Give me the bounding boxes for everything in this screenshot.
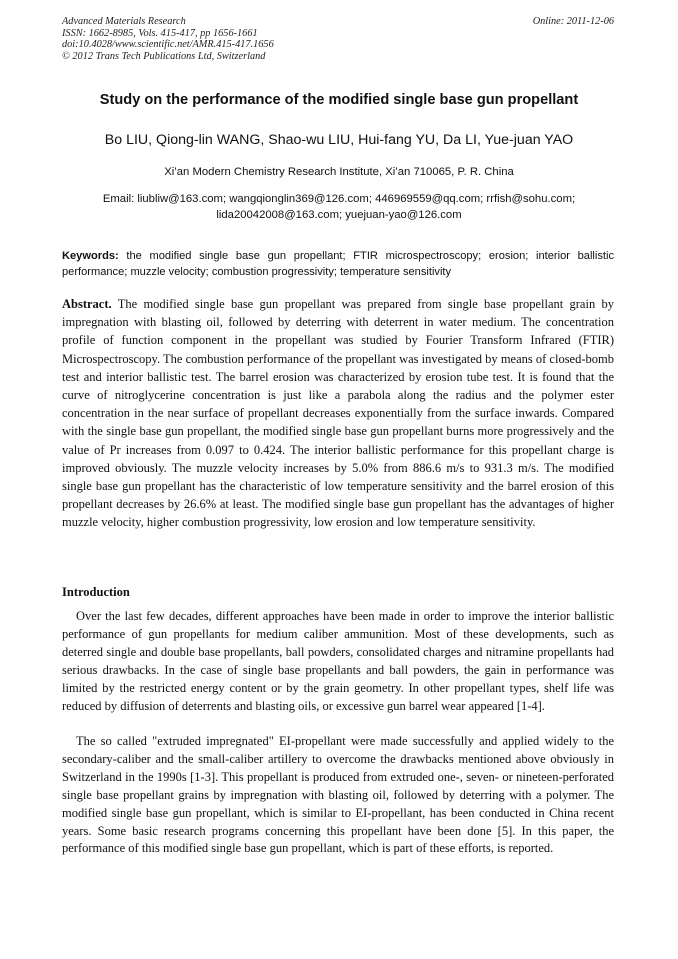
copyright-line: © 2012 Trans Tech Publications Ltd, Switzerland xyxy=(62,50,266,62)
email-block xyxy=(56,191,622,224)
intro-paragraph-1: Over the last few decades, different approaches have been made in order to improve the interior ballistic performance of gun propellants for medium caliber ammunition. Most of these developments, such as deterred single and double base propellants, ball powders, consolidated charges and nitramine propellants had serious drawbacks. In the case of single base propellants and ball powders, the gain in performance was limited by the restricted energy content or by the grain geometry. In other propellant types, shelf life was reduced by diffusion of deterrents and blasting oils, or excessive gun barrel wear appeared [1-4]. xyxy=(62,609,614,713)
journal-name: Advanced Materials Research xyxy=(62,16,186,27)
keywords-label: Keywords: xyxy=(62,250,119,262)
abstract-block xyxy=(62,295,614,532)
introduction-heading: Introduction xyxy=(62,585,130,599)
doi-line[interactable]: doi:10.4028/www.scientific.net/AMR.415-417.1656 xyxy=(62,39,274,51)
affiliation: Xi’an Modern Chemistry Research Institute, Xi’an 710065, P. R. China xyxy=(164,166,514,178)
keywords-block xyxy=(62,248,614,281)
online-date: Online: 2011-12-06 xyxy=(532,16,614,27)
journal-header xyxy=(62,16,274,62)
abstract-text: The modified single base gun propellant was prepared from single base propellant grain by impregnation with blasting oil, followed by deterring with deterrent in water medium. The concentration profile of function component in the propellant was studied by Fourier Transform Infrared (FTIR) Microspectroscopy. The combustion performance of the propellant was investigated by means of closed-bomb test and interior ballistic test. The barrel erosion was characterized by erosion tube test. It is found that the curve of nitroglycerine concentration is just like a parabola along the radius and the polymer ester concentration in the near surface of propellant decreases exponentially from the surface inwards. Compared with the single base gun propellant, the modified single base gun propellant burns more progressively and the value of Pr increases from 0.097 to 0.424. The interior ballistic performance for this propellant charge is improved obviously. The muzzle velocity increases by 5.0% from 886.6 m/s to 931.3 m/s. The modified single base gun propellant has the characteristic of low temperature sensitivity and the barrel erosion of this propellant decreases by 26.6% at least. The modified single base gun propellant has the advantages of higher muzzle velocity, higher combustion progressivity, low erosion and low temperature sensitivity. xyxy=(62,297,614,530)
email-line-1[interactable]: Email: liubliw@163.com; wangqionglin369@126.com; 446969559@qq.com; rrfish@sohu.com; xyxy=(102,193,576,205)
author-list: Bo LIU, Qiong-lin WANG, Shao-wu LIU, Hui-fang YU, Da LI, Yue-juan YAO xyxy=(104,132,574,148)
abstract-label: Abstract. xyxy=(62,297,112,311)
paper-title: Study on the performance of the modified single base gun propellant xyxy=(99,92,579,108)
email-line-2[interactable]: lida20042008@163.com; yuejuan-yao@126.com xyxy=(216,209,462,222)
keywords-text: the modified single base gun propellant; FTIR microspectroscopy; erosion; interior ballistic performance; muzzle velocity; combustion progressivity; temperature sensitivity xyxy=(62,250,614,279)
intro-paragraph-2: The so called "extruded impregnated" EI-propellant were made successfully and applied widely to the secondary-caliber and the small-caliber artillery to overcome the drawbacks mentioned above obviously in Switzerland in the 1990s [1-3]. This propellant is produced from extruded one-, seven- or nineteen-perforated single base propellant grains by impregnation with blasting oil, followed by deterring with a polymer. The modified single base gun propellant, which is similar to EI-propellant, has been conducted in China recent years. Some basic research programs concerning this propellant have been done [5]. In this paper, the performance of this modified single base gun propellant, which is part of these efforts, is reported. xyxy=(62,734,614,856)
issn-line: ISSN: 1662-8985, Vols. 415-417, pp 1656-1661 xyxy=(62,27,258,39)
